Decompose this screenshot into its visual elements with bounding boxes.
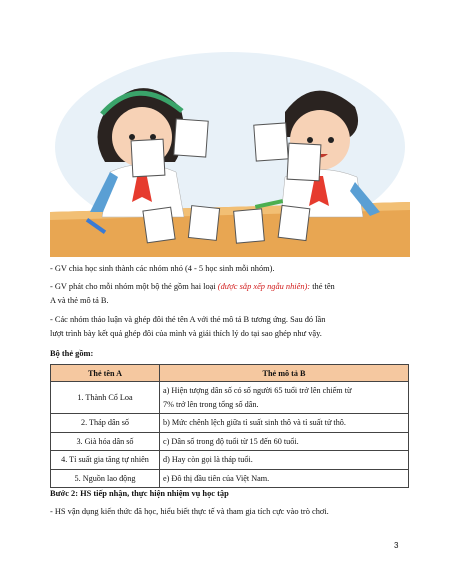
text-line: - GV chia học sinh thành các nhóm nhỏ (4 - 5 học sinh mỗi nhóm). — [50, 264, 275, 273]
name-card-cell: 1. Thành Cổ Loa — [51, 382, 160, 414]
description-card-cell: c) Dân số trong độ tuổi từ 15 đến 60 tuổi. — [160, 432, 409, 451]
set-heading: Bộ thẻ gồm: — [50, 349, 94, 358]
name-card-cell: 4. Tỉ suất gia tăng tự nhiên — [51, 451, 160, 470]
table-row — [51, 451, 409, 470]
card-table — [50, 364, 409, 488]
description-card-cell: b) Mức chênh lệch giữa tỉ suất sinh thô và tỉ suất tử thô. — [160, 414, 409, 433]
description-card-cell: d) Hay còn gọi là tháp tuổi. — [160, 451, 409, 470]
column-header-b: Thẻ mô tả B — [160, 365, 409, 382]
table-row — [51, 414, 409, 433]
instruction-groups — [50, 262, 400, 276]
name-card-cell: 2. Tháp dân số — [51, 414, 160, 433]
table-header-row — [51, 365, 409, 382]
text-segment: - GV phát cho mỗi nhóm một bộ thẻ gồm hai loại — [50, 282, 218, 291]
table-row — [51, 432, 409, 451]
column-header-a: Thẻ tên A — [51, 365, 160, 382]
description-line: 7% trở lên trong tổng số dân. — [163, 399, 259, 409]
table-row — [51, 382, 409, 414]
name-card-cell: 3. Già hóa dân số — [51, 432, 160, 451]
instruction-discussion — [50, 313, 400, 341]
text-segment: thẻ tên — [310, 282, 335, 291]
random-note: (được sắp xếp ngẫu nhiên): — [217, 282, 311, 291]
description-card-cell — [160, 382, 409, 414]
name-card-cell: 5. Nguồn lao động — [51, 469, 160, 488]
description-card-cell: e) Đô thị đầu tiên của Việt Nam. — [160, 469, 409, 488]
text-line: lượt trình bày kết quả ghép đôi của mình và giải thích lý do tại sao ghép như vậy. — [50, 329, 322, 339]
step2-text: - HS vận dụng kiến thức đã học, hiểu biết thực tế và tham gia tích cực vào trò chơi. — [50, 507, 329, 516]
description-line: a) Hiện tượng dân số có số người 65 tuổi trở lên chiếm từ — [163, 386, 352, 395]
text-line: A và thẻ mô tả B. — [50, 296, 109, 306]
text-line: - Các nhóm thảo luận và ghép đôi thẻ tên A với thẻ mô tả B tương ứng. Sau đó lần — [50, 315, 326, 324]
step2-heading: Bước 2: HS tiếp nhận, thực hiện nhiệm vụ học tập — [50, 489, 229, 498]
classroom-illustration — [50, 52, 410, 257]
instruction-cards — [50, 280, 400, 308]
table-row — [51, 469, 409, 488]
page-number: 3 — [394, 541, 399, 550]
